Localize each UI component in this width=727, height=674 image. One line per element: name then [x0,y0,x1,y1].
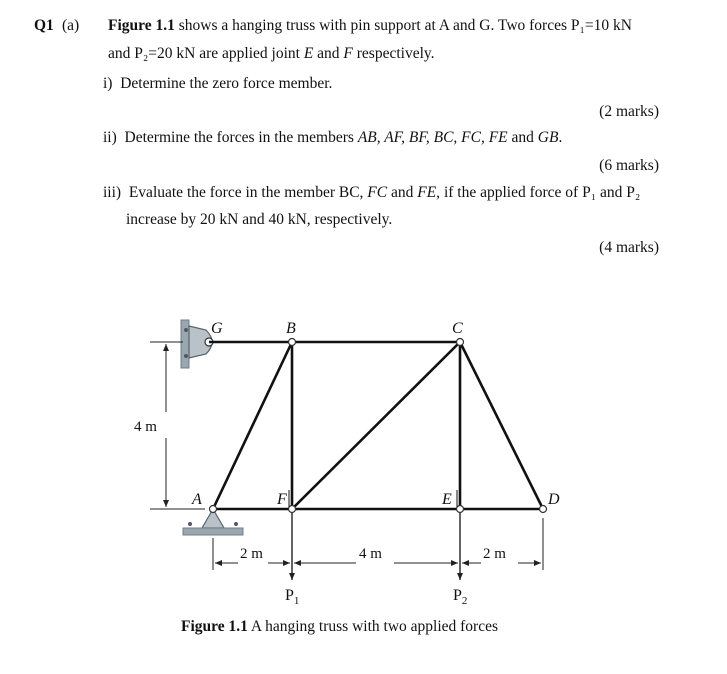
joint-f-ref: F [343,45,353,62]
item-iii-line-2: increase by 20 kN and 40 kN, respectively. [126,211,393,228]
label-c: C [452,320,463,337]
load-p2 [453,513,467,607]
joint-e-ref: E [303,45,314,62]
height-label: 4 m [134,419,157,435]
item-ii-text: Determine the forces in the members [124,129,358,146]
joint-a [210,506,217,513]
item-iii-text-b: if the applied force of P₁ and P₂ [440,184,641,201]
intro-line-2-text: and P₂=20 kN are applied joint [108,45,304,62]
item-ii-number: ii) [103,129,117,146]
member-cd [460,342,543,509]
p1-label: P [285,587,294,604]
joint-e [457,506,464,513]
p1-subscript: 1 [293,595,300,607]
item-iii-members: FC [367,184,388,201]
item-ii-members: AB, AF, BF, BC, FC, FE [357,129,508,146]
item-i-marks: (2 marks) [599,103,659,120]
label-a: A [192,491,202,508]
span-dimensions [213,518,543,570]
item-iii-text: Evaluate the force in the member BC, [128,184,368,201]
height-dimension [134,342,205,509]
item-ii-and: and [507,129,538,146]
question-part: (a) [62,17,80,34]
item-ii-end: . [558,129,563,146]
joint-f [289,506,296,513]
item-iii-and: and [387,184,418,201]
svg-text:P2 [453,587,467,607]
joint-d [540,506,547,513]
span-1-label: 2 m [240,546,263,562]
intro-line-2-end: respectively. [352,45,435,62]
p2-subscript: 2 [461,595,468,607]
joint-b [289,339,296,346]
span-3-label: 2 m [483,546,506,562]
item-iii-marks: (4 marks) [599,239,659,256]
and-word: and [313,45,344,62]
question-number: Q1 [34,17,54,34]
wall-support-g [181,320,213,368]
item-iii-member-last: FE, [417,184,441,201]
load-p1 [285,513,299,607]
item-i-number: i) [103,75,113,92]
member-fc [292,342,460,509]
figure-reference: Figure 1.1 [108,17,175,34]
truss-members [209,342,543,509]
p2-label: P [453,587,462,604]
label-e: E [442,491,452,508]
joint-c [457,339,464,346]
figure-caption [181,618,498,636]
label-g: G [211,320,223,337]
item-ii-member-last: GB [537,129,559,146]
span-2-label: 4 m [359,546,382,562]
svg-text:P1 [285,587,299,607]
label-d: D [548,491,560,508]
label-f: F [277,491,287,508]
intro-line-1-text: shows a hanging truss with pin support at A and G. Two forces P₁=10 kN [174,17,632,34]
item-i-text: Determine the zero force member. [120,75,333,92]
caption-label: Figure 1.1 [181,618,248,635]
caption-text: A hanging truss with two applied forces [247,618,498,635]
member-ab [213,342,292,509]
truss-joints [210,339,547,513]
item-iii-number: iii) [103,184,122,201]
label-b: B [286,320,296,337]
item-ii-marks: (6 marks) [599,157,659,174]
